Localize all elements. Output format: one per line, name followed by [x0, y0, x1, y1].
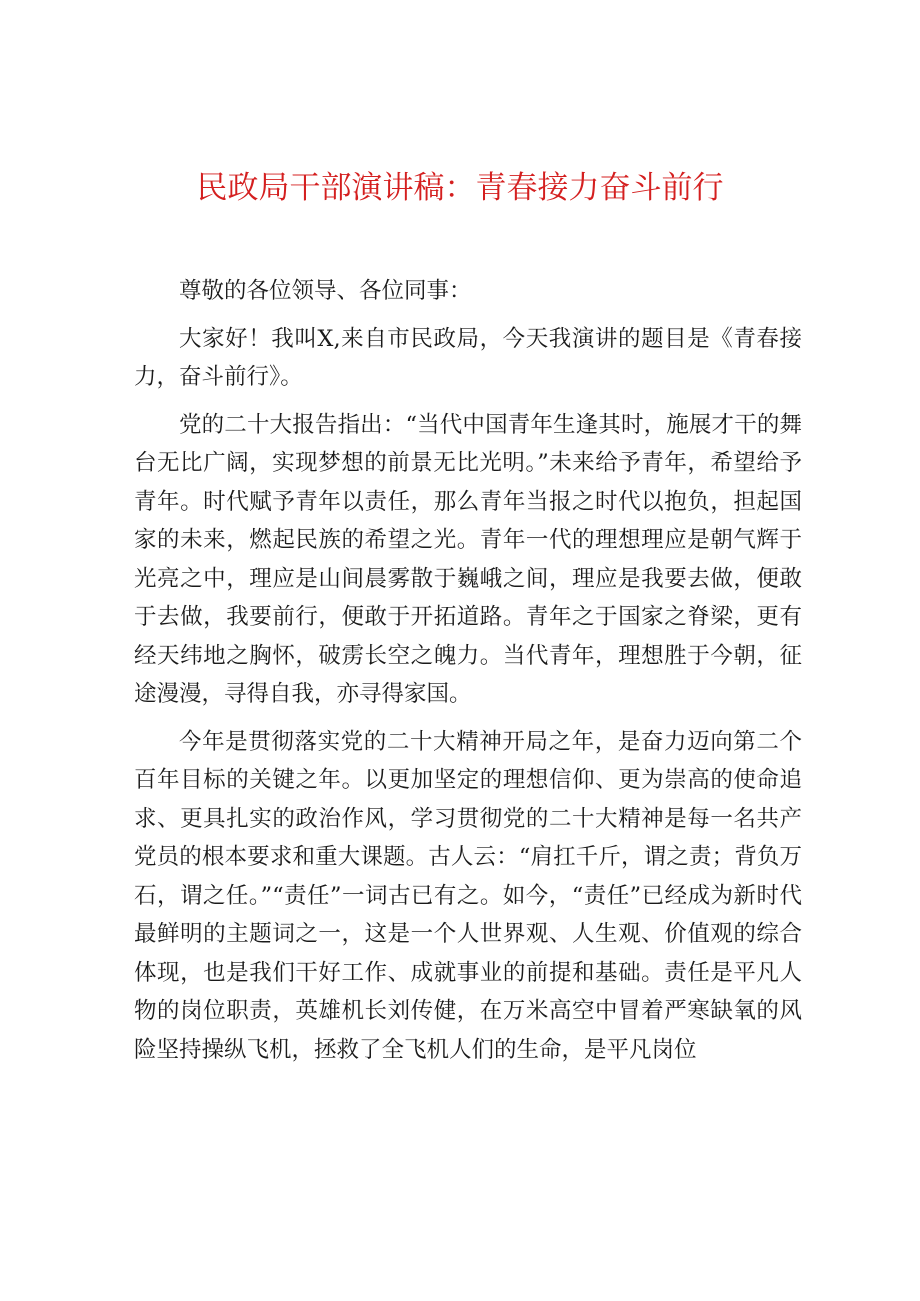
document-title: 民政局干部演讲稿：青春接力奋斗前行 [196, 170, 724, 206]
paragraph-youth-ideals: 党的二十大报告指出：“当代中国青年生逢其时，施展才干的舞台无比广阔，实现梦想的前景无比光明。”未来给予青年，希望给予青年。时代赋予青年以责任，那么青年当报之时代以抱负，担起国家的未来，燃起民族的希望之光。青年一代的理想理应是朝气辉于光亮之中，理应是山间晨雾散于巍峨之间，理应是我要去做，便敢于去做，我要前行，便敢于开拓道路。青年之于国家之脊梁，更有经天纬地之胸怀，破雳长空之魄力。当代青年，理想胜于今朝，征途漫漫，寻得自我，亦寻得家国。 [134, 411, 802, 707]
paragraph-salutation: 尊敬的各位领导、各位同事： [179, 278, 472, 304]
paragraph-responsibility: 今年是贯彻落实党的二十大精神开局之年，是奋力迈向第二个百年目标的关键之年。以更加坚定的理想信仰、更为崇高的使命追求、更具扎实的政治作风，学习贯彻党的二十大精神是每一名共产党员的根本要求和重大课题。古人云：“肩扛千斤，谓之责；背负万石，谓之任。”“责任”一词古已有之。如今，“责任”已经成为新时代最鲜明的主题词之一，这是一个人世界观、人生观、价值观的综合体现，也是我们干好工作、成就事业的前提和基础。责任是平凡人物的岗位职责，英雄机长刘传健，在万米高空中冒着严寒缺氧的风险坚持操纵飞机，拯救了全飞机人们的生命，是平凡岗位 [134, 728, 802, 1063]
paragraph-introduction: 大家好！我叫X,来自市民政局，今天我演讲的题目是《青春接力，奋斗前行》。 [134, 325, 802, 390]
document-body [134, 272, 802, 1069]
